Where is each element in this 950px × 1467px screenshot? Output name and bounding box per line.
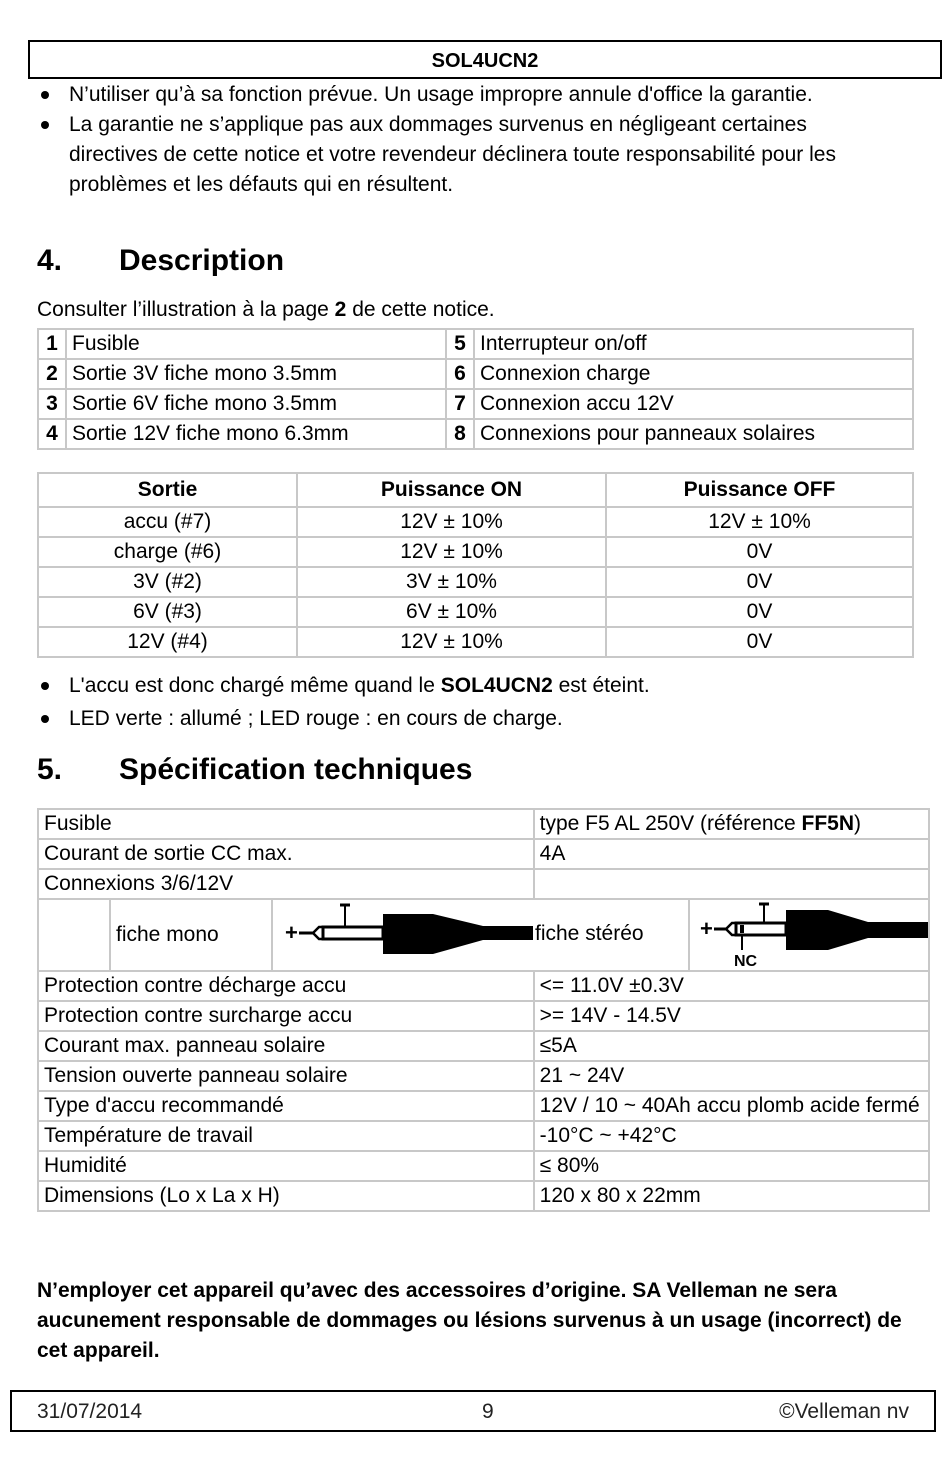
section-title: Description <box>119 244 285 277</box>
spec-row <box>38 1121 929 1151</box>
bullet: La garantie ne s’applique pas aux dommages survenus en négligeant certaines directives de cette notice et votre revendeur déclinera toute responsabilité pour les problèmes et les défauts qui en résultent. <box>37 110 887 200</box>
spec-row <box>38 1091 929 1121</box>
spec-row <box>38 1001 929 1031</box>
page-number: 9 <box>482 1400 494 1423</box>
table-cell: 8 <box>446 419 474 449</box>
table-cell: 5 <box>446 329 474 359</box>
output-row <box>38 597 913 627</box>
output-row <box>38 537 913 567</box>
specs-table <box>37 808 930 1212</box>
parts-row <box>38 389 913 419</box>
mono-label: fiche mono <box>110 899 272 971</box>
table-cell: Température de travail <box>38 1121 534 1151</box>
table-cell: accu (#7) <box>38 507 297 537</box>
stereo-label: fiche stéréo <box>535 922 644 945</box>
section-heading <box>37 244 284 278</box>
table-cell: 6V ± 10% <box>297 597 606 627</box>
document-title: SOL4UCN2 <box>28 40 942 79</box>
parts-row <box>38 329 913 359</box>
table-cell: Puissance ON <box>297 473 606 507</box>
spec-row <box>38 1061 929 1091</box>
text: NC <box>734 953 758 970</box>
table-cell <box>689 899 929 971</box>
parts-table <box>37 328 914 450</box>
bullet: N’utiliser qu’à sa fonction prévue. Un usage impropre annule d'office la garantie. <box>37 80 887 110</box>
table-cell: Sortie 6V fiche mono 3.5mm <box>66 389 446 419</box>
table-cell: 0V <box>606 537 913 567</box>
text: SOL4UCN2 <box>440 674 553 697</box>
table-cell: 12V ± 10% <box>297 507 606 537</box>
fuse-value <box>534 809 929 839</box>
table-cell: 4 <box>38 419 66 449</box>
table-cell: Fusible <box>66 329 446 359</box>
table-cell: Tension ouverte panneau solaire <box>38 1061 534 1091</box>
table-cell: 6 <box>446 359 474 389</box>
table-cell: Sortie 12V fiche mono 6.3mm <box>66 419 446 449</box>
text: FF5N <box>801 812 855 835</box>
table-cell: <= 11.0V ±0.3V <box>534 971 929 1001</box>
table-cell: Dimensions (Lo x La x H) <box>38 1181 534 1211</box>
footer-copyright: ©Velleman nv <box>779 1400 909 1423</box>
section-heading <box>37 753 472 787</box>
warning-text: N’employer cet appareil qu’avec des accessoires d’origine. SA Velleman ne sera aucunement responsable de dommages ou lésions survenus à un usage (incorrect) de cet appareil. <box>37 1279 902 1362</box>
table-cell: 0V <box>606 627 913 657</box>
output-table <box>37 472 914 658</box>
footer-date: 31/07/2014 <box>37 1400 143 1423</box>
text: type F5 AL 250V (référence <box>539 812 802 835</box>
svg-text:+: + <box>285 920 298 945</box>
table-cell <box>272 899 689 971</box>
text: est éteint. <box>552 674 650 697</box>
notes <box>37 671 917 734</box>
table-cell: 120 x 80 x 22mm <box>534 1181 929 1211</box>
note: LED verte : allumé ; LED rouge : en cours de charge. <box>37 704 917 734</box>
table-cell: Connexions 3/6/12V <box>38 869 534 899</box>
table-cell: Humidité <box>38 1151 534 1181</box>
table-cell: 2 <box>38 359 66 389</box>
table-cell: 0V <box>606 597 913 627</box>
parts-row <box>38 419 913 449</box>
text: L'accu est donc chargé même quand le <box>69 674 441 697</box>
table-cell <box>38 899 110 971</box>
table-cell: 12V / 10 ~ 40Ah accu plomb acide fermé <box>534 1091 929 1121</box>
text: 2 <box>334 298 347 321</box>
spec-row <box>38 1181 929 1211</box>
spec-row <box>38 1031 929 1061</box>
table-cell: Protection contre décharge accu <box>38 971 534 1001</box>
table-cell: 12V ± 10% <box>606 507 913 537</box>
table-cell: Connexions pour panneaux solaires <box>474 419 913 449</box>
output-row <box>38 627 913 657</box>
table-cell: 7 <box>446 389 474 419</box>
table-cell: ≤5A <box>534 1031 929 1061</box>
table-cell: Courant max. panneau solaire <box>38 1031 534 1061</box>
table-cell: Interrupteur on/off <box>474 329 913 359</box>
table-cell: 3V ± 10% <box>297 567 606 597</box>
output-row <box>38 567 913 597</box>
text: 5. <box>37 753 63 786</box>
table-cell: Puissance OFF <box>606 473 913 507</box>
table-cell <box>534 869 929 899</box>
table-cell: Sortie 3V fiche mono 3.5mm <box>66 359 446 389</box>
table-cell: -10°C ~ +42°C <box>534 1121 929 1151</box>
table-cell: 12V ± 10% <box>297 537 606 567</box>
description-lead <box>37 298 495 322</box>
table-cell: 12V (#4) <box>38 627 297 657</box>
section-number: 4. <box>37 244 63 277</box>
text: ) <box>854 812 862 835</box>
table-cell: 3 <box>38 389 66 419</box>
text: Spécification techniques <box>119 753 473 786</box>
table-cell: 12V ± 10% <box>297 627 606 657</box>
table-cell: >= 14V - 14.5V <box>534 1001 929 1031</box>
table-cell: Sortie <box>38 473 297 507</box>
note <box>37 671 917 701</box>
table-cell: 1 <box>38 329 66 359</box>
table-cell: 6V (#3) <box>38 597 297 627</box>
table-cell: Fusible <box>38 809 534 839</box>
table-cell: ≤ 80% <box>534 1151 929 1181</box>
table-cell: Protection contre surcharge accu <box>38 1001 534 1031</box>
spec-row <box>38 971 929 1001</box>
table-cell: 4A <box>534 839 929 869</box>
svg-text:+: + <box>700 916 713 941</box>
output-row <box>38 507 913 537</box>
text: de cette notice. <box>346 298 495 321</box>
table-cell: 3V (#2) <box>38 567 297 597</box>
stereo-jack-icon <box>698 900 938 970</box>
table-cell: Courant de sortie CC max. <box>38 839 534 869</box>
page-footer <box>10 1390 936 1432</box>
table-cell: charge (#6) <box>38 537 297 567</box>
spec-row <box>38 1151 929 1181</box>
table-cell: 0V <box>606 567 913 597</box>
intro-bullets <box>37 80 887 200</box>
table-cell: Type d'accu recommandé <box>38 1091 534 1121</box>
table-cell: Connexion accu 12V <box>474 389 913 419</box>
mono-jack-icon <box>283 900 541 970</box>
table-cell: 21 ~ 24V <box>534 1061 929 1091</box>
table-cell: Connexion charge <box>474 359 913 389</box>
parts-row <box>38 359 913 389</box>
text: Consulter l’illustration à la page <box>37 298 335 321</box>
